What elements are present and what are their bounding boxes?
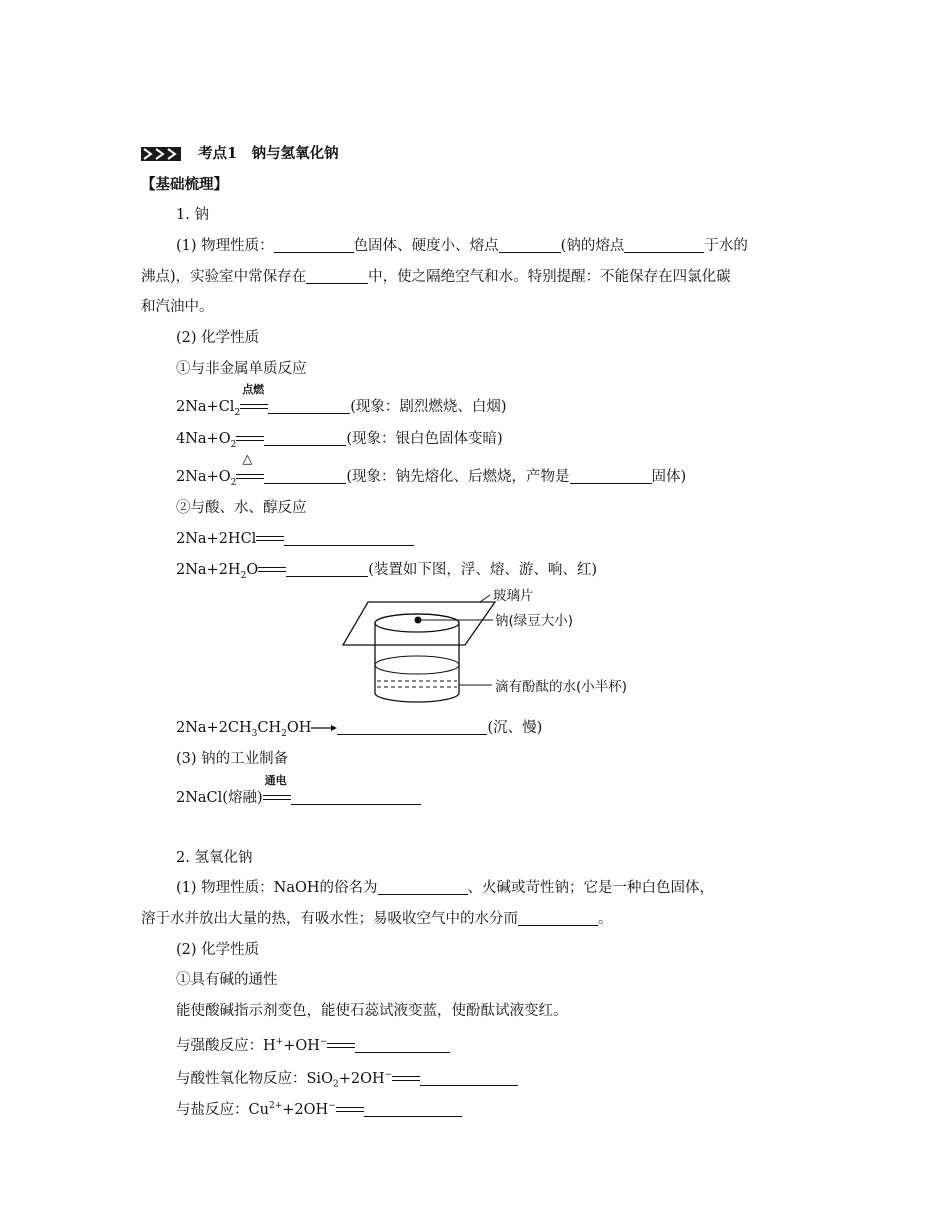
equation-nacl-electrolysis: 2NaCl(熔融) 通电: [176, 787, 421, 809]
equals-sign-icon: △: [236, 470, 264, 484]
naoh-phys-line1: (1) 物理性质：NaOH的俗名为 、火碱或苛性钠；它是一种白色固体，: [176, 880, 715, 896]
equals-sign-icon: 通电: [263, 791, 291, 805]
equals-sign-icon: [236, 432, 264, 446]
answer-blank[interactable]: [570, 467, 652, 484]
sodium-chem-label: (2) 化学性质: [176, 330, 260, 346]
arrow-right-icon: [311, 723, 337, 733]
equation-na-o2: $4Na+O_2$ (现象：银白色固体变暗): [176, 431, 503, 450]
section-heading: [141, 143, 339, 165]
equals-sign-icon: [327, 1039, 355, 1053]
chevron-marker-icon: [141, 147, 181, 161]
answer-blank[interactable]: [378, 878, 468, 895]
sodium-phys-line1: (1) 物理性质： 色固体、硬度小、熔点 (钠的熔点 于水的: [176, 238, 748, 254]
equals-sign-icon: [392, 1072, 420, 1086]
answer-blank[interactable]: [264, 429, 346, 446]
industry-label: (3) 钠的工业制备: [176, 751, 289, 767]
equation-acid-oxide: 与酸性氧化物反应：SiO$_2$+2OH−: [176, 1064, 518, 1086]
apparatus-figure: [340, 585, 660, 710]
label-water: 滴有酚酞的水(小半杯): [495, 679, 628, 695]
answer-blank[interactable]: [284, 529, 414, 546]
label-sodium: 钠(绿豆大小): [495, 613, 574, 629]
equals-sign-icon: [258, 563, 286, 577]
answer-blank[interactable]: [306, 267, 368, 284]
answer-blank[interactable]: [355, 1036, 450, 1053]
answer-blank[interactable]: [420, 1069, 518, 1086]
acid-water-alcohol-label: ②与酸、水、醇反应: [176, 500, 307, 516]
nonmetal-label: ①与非金属单质反应: [176, 361, 307, 377]
equation-na-cl2: $2Na+Cl_2$ 点燃 (现象：剧烈燃烧、白烟): [176, 383, 507, 418]
answer-blank[interactable]: [518, 909, 598, 926]
answer-blank[interactable]: [499, 236, 561, 253]
answer-blank[interactable]: [291, 788, 421, 805]
indicator-text: 能使酸碱指示剂变色，能使石蕊试液变蓝，使酚酞试液变红。: [176, 1003, 568, 1019]
answer-blank[interactable]: [274, 236, 354, 253]
answer-blank[interactable]: [364, 1100, 462, 1117]
answer-blank[interactable]: [286, 560, 368, 577]
equation-na-h2o: $2Na+2H_2O$ (装置如下图，浮、熔、游、响、红): [176, 562, 598, 581]
equation-salt: 与盐反应：$Cu^{2+}+2OH^-$: [176, 1095, 462, 1117]
equals-sign-icon: [256, 532, 284, 546]
label-glass-plate: 玻璃片: [493, 588, 534, 604]
base-properties-label: ①具有碱的通性: [176, 972, 278, 988]
equation-na-ethanol: $2Na+2CH_3CH_2OH$ (沉、慢): [176, 720, 543, 739]
section-subtitle: 【基础梳理】: [141, 176, 228, 193]
equals-sign-icon: [336, 1103, 364, 1117]
section-title: 考点1 钠与氢氧化钠: [198, 145, 339, 162]
sodium-heading: 1. 钠: [176, 207, 209, 223]
equation-na-hcl: 2Na+2HCl: [176, 528, 414, 550]
equation-strong-acid: 与强酸反应：H++OH−: [176, 1031, 450, 1053]
equals-sign-icon: 点燃: [240, 400, 268, 414]
sodium-phys-line3: 和汽油中。: [141, 299, 214, 315]
equation-na-o2-heat: $2Na+O_2$ △ (现象：钠先熔化、后燃烧，产物是 固体): [176, 452, 687, 488]
answer-blank[interactable]: [264, 467, 346, 484]
answer-blank[interactable]: [624, 236, 704, 253]
sodium-phys-line2: 沸点)，实验室中常保存在 中，使之隔绝空气和水。特别提醒：不能保存在四氯化碳: [141, 269, 731, 285]
naoh-chem-label: (2) 化学性质: [176, 942, 260, 958]
answer-blank[interactable]: [268, 397, 350, 414]
answer-blank[interactable]: [337, 718, 487, 735]
naoh-phys-line2: 溶于水并放出大量的热，有吸水性；易吸收空气中的水分而 。: [141, 911, 613, 927]
naoh-heading: 2. 氢氧化钠: [176, 850, 253, 866]
